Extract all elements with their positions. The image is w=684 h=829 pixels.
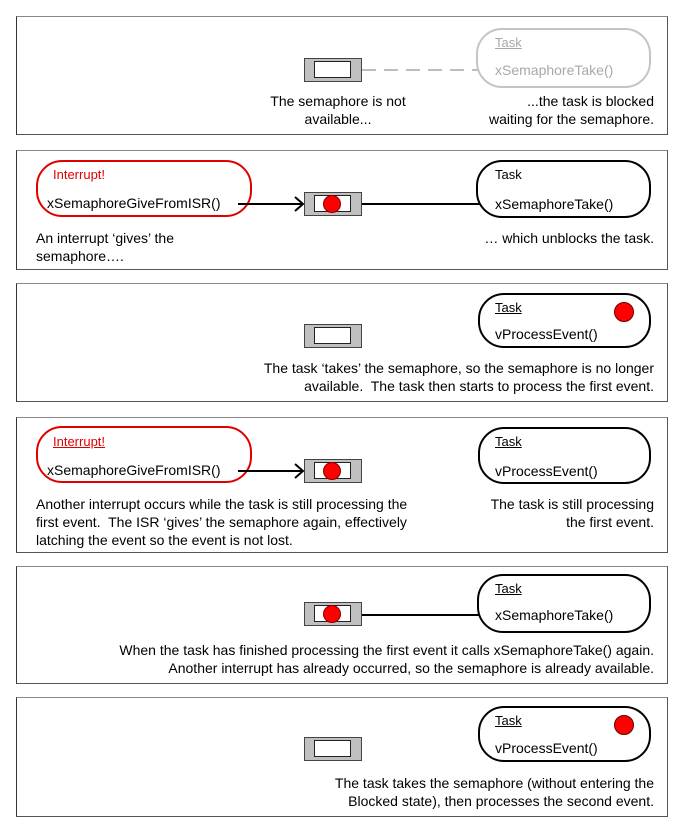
task-call: xSemaphoreTake() [495, 62, 614, 78]
caption-left: Another interrupt occurs while the task is still processing the first event. The ISR ‘gives’ the semaphore again, effectively latching the event so the event is not lost. [36, 496, 408, 548]
task-call: vProcessEvent() [495, 463, 598, 479]
task-call: vProcessEvent() [495, 326, 598, 342]
task-title: Task [495, 713, 522, 728]
task-call: xSemaphoreTake() [495, 196, 614, 212]
caption-left: The semaphore is not available... [270, 93, 406, 127]
caption-right: … which unblocks the task. [484, 230, 654, 246]
interrupt-title: Interrupt! [53, 434, 106, 449]
task-title: Task [495, 167, 522, 182]
task-title: Task [495, 300, 522, 315]
caption-left: An interrupt ‘gives’ the semaphore…. [36, 230, 174, 264]
caption-right: The task is still processing the first event. [490, 496, 654, 530]
semaphore-empty [304, 737, 362, 761]
interrupt-call: xSemaphoreGiveFromISR() [47, 462, 221, 478]
task-title: Task [495, 434, 522, 449]
caption: When the task has finished processing the first event it calls xSemaphoreTake() again. Another interrupt has already occurred, so the semaphore is already available. [119, 642, 654, 676]
task-title: Task [495, 581, 522, 596]
caption: The task ‘takes’ the semaphore, so the semaphore is no longer available. The task then starts to process the first event. [263, 360, 654, 394]
task-title: Task [495, 35, 522, 50]
task-call: vProcessEvent() [495, 740, 598, 756]
semaphore-slot [314, 740, 351, 757]
caption-right: ...the task is blocked waiting for the semaphore. [489, 93, 654, 127]
task-call: xSemaphoreTake() [495, 607, 614, 623]
caption: The task takes the semaphore (without entering the Blocked state), then processes the second event. [334, 775, 654, 809]
task-token-dot [614, 715, 634, 735]
interrupt-title: Interrupt! [53, 167, 106, 182]
interrupt-call: xSemaphoreGiveFromISR() [47, 195, 221, 211]
